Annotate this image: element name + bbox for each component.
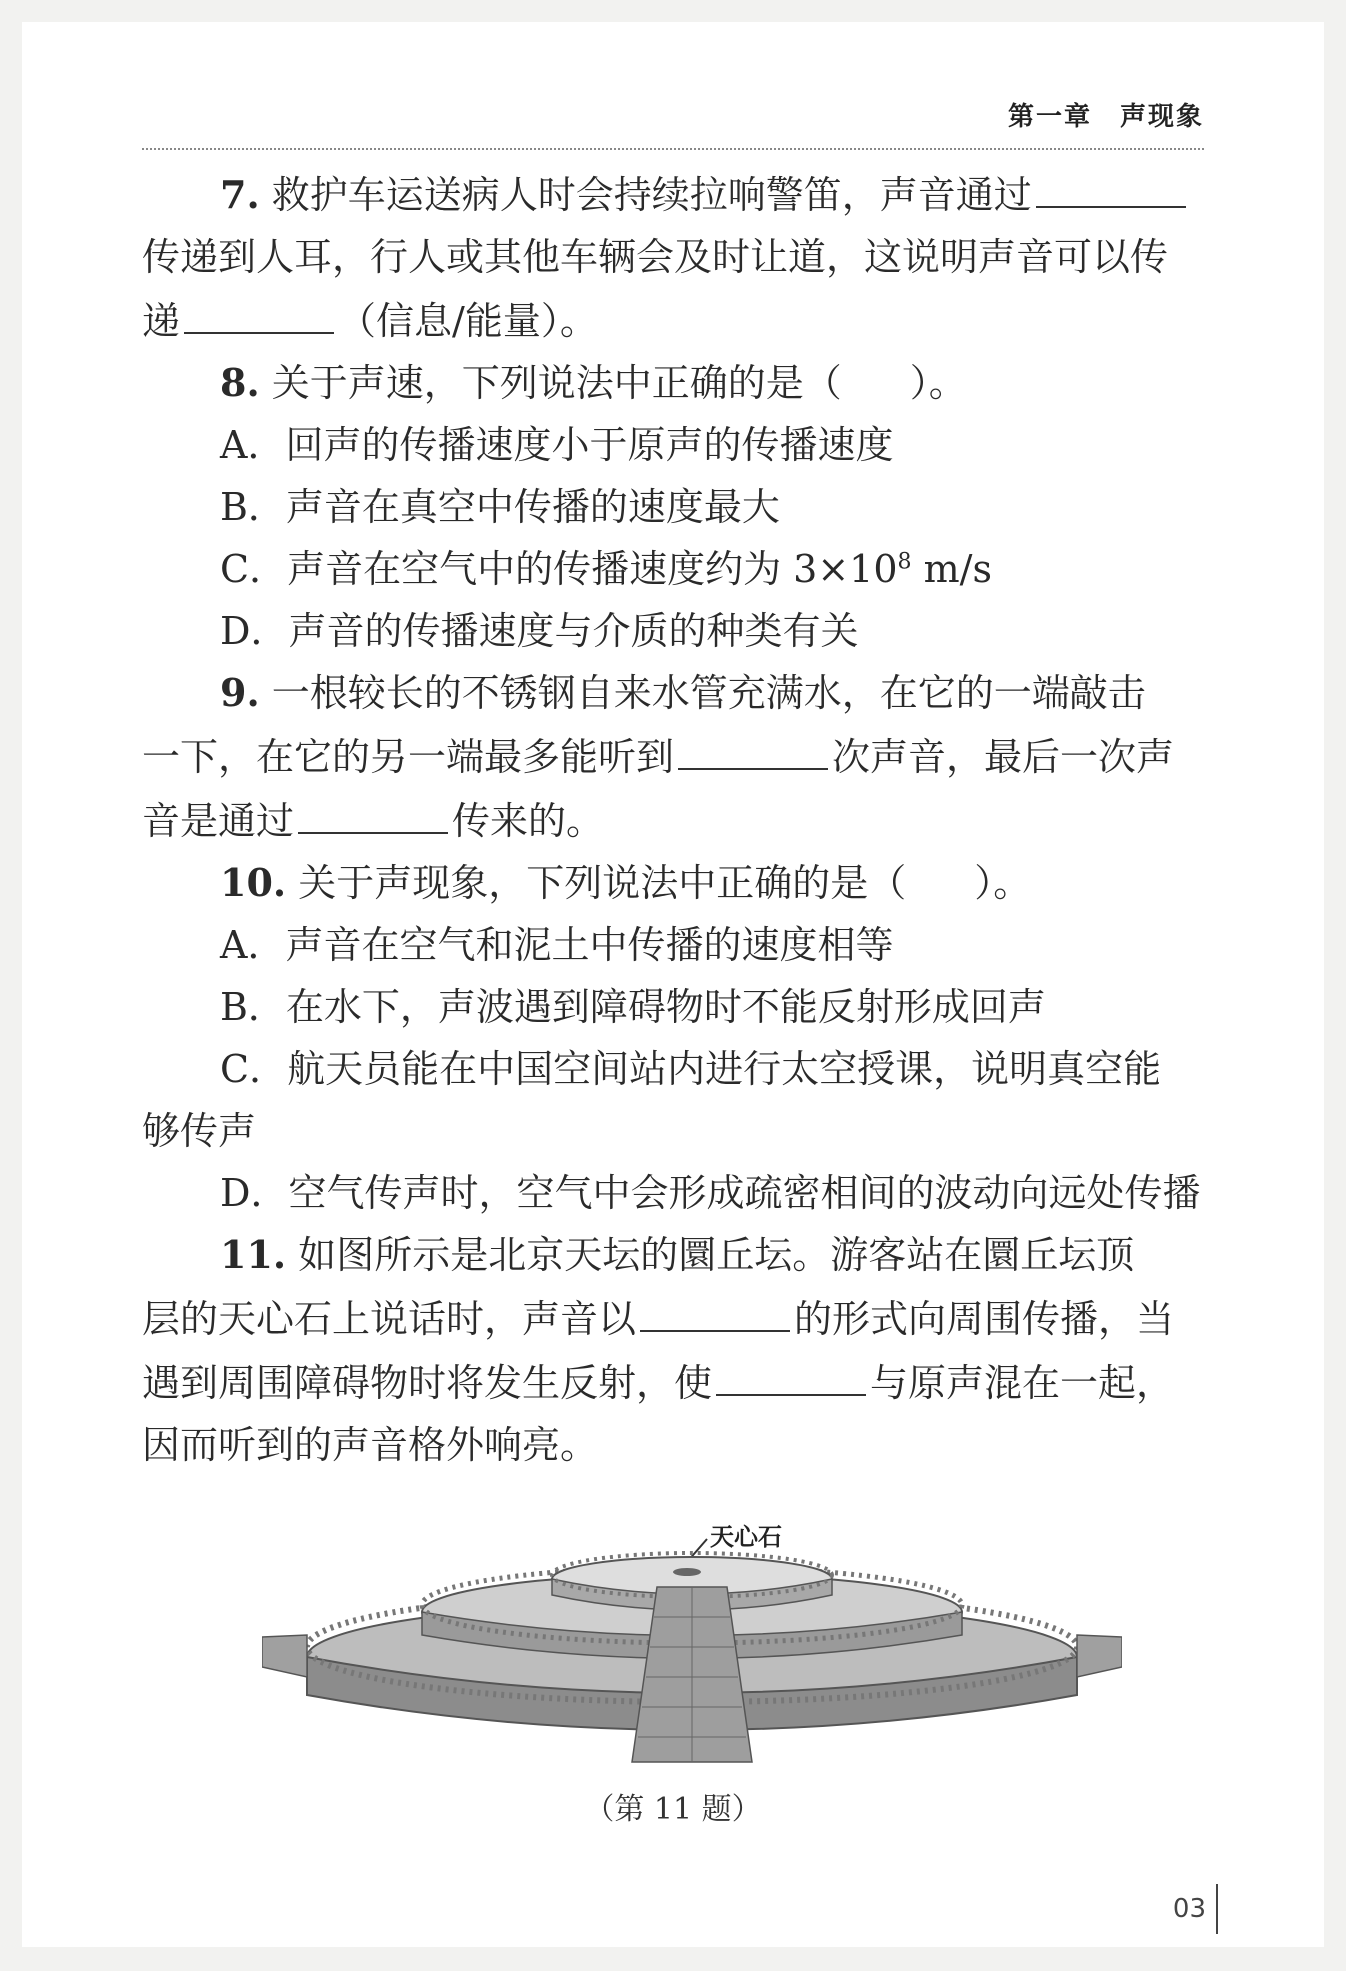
answer-blank[interactable] xyxy=(298,788,448,834)
question-text: 递 xyxy=(142,299,181,343)
answer-blank[interactable] xyxy=(716,1350,866,1396)
question-text: 如图所示是北京天坛的圜丘坛。游客站在圜丘坛顶 xyxy=(298,1233,1135,1277)
textbook-page xyxy=(22,22,1324,1947)
option-d xyxy=(142,1162,1204,1224)
option-text: C．航天员能在中国空间站内进行太空授课，说明真空能 xyxy=(220,1047,1162,1091)
question-11-line-2 xyxy=(142,1286,1204,1350)
option-text: A．回声的传播速度小于原声的传播速度 xyxy=(220,423,894,467)
question-7-line-2 xyxy=(142,226,1204,288)
option-text: D．声音的传播速度与介质的种类有关 xyxy=(220,609,859,653)
question-9 xyxy=(142,662,1204,724)
answer-blank[interactable] xyxy=(640,1286,790,1332)
question-number: 7. xyxy=(220,172,260,217)
option-d xyxy=(142,600,1204,662)
figure-label: 天心石 xyxy=(710,1523,782,1551)
page-number-divider xyxy=(1216,1884,1218,1934)
circular-mound-altar-illustration xyxy=(262,1517,1122,1767)
answer-blank[interactable] xyxy=(678,724,828,770)
page-number: 03 xyxy=(1172,1894,1206,1924)
question-text: 一根较长的不锈钢自来水管充满水，在它的一端敲击 xyxy=(271,671,1146,715)
question-text: 救护车运送病人时会持续拉响警笛，声音通过 xyxy=(271,173,1032,217)
figure-caption: （第 11 题） xyxy=(584,1792,762,1827)
altar-figure xyxy=(262,1517,1122,1767)
question-text: 一下，在它的另一端最多能听到 xyxy=(142,735,675,779)
question-text: ）。 xyxy=(909,361,967,405)
option-a xyxy=(142,414,1204,476)
option-a xyxy=(142,914,1204,976)
question-content xyxy=(142,162,1204,1476)
option-c xyxy=(142,1038,1204,1100)
option-text: B．声音在真空中传播的速度最大 xyxy=(220,485,780,529)
question-text: 音是通过 xyxy=(142,799,295,843)
question-text: 关于声现象，下列说法中正确的是（ xyxy=(298,861,907,905)
question-10 xyxy=(142,852,1204,914)
question-text: 与原声混在一起， xyxy=(870,1361,1175,1405)
option-b xyxy=(142,976,1204,1038)
unit: m/s xyxy=(911,547,992,591)
question-9-line-3 xyxy=(142,788,1204,852)
option-text: C．声音在空气中的传播速度约为 3×10 xyxy=(220,547,898,591)
question-text: 因而听到的声音格外响亮。 xyxy=(142,1423,599,1467)
option-c xyxy=(142,538,1204,600)
question-text: 次声音，最后一次声 xyxy=(832,735,1175,779)
question-number: 10. xyxy=(220,860,287,905)
question-text: 关于声速，下列说法中正确的是（ xyxy=(271,361,842,405)
question-text: 传递到人耳，行人或其他车辆会及时让道，这说明声音可以传 xyxy=(142,235,1169,279)
question-text: 传来的。 xyxy=(452,799,605,843)
question-text: 的形式向周围传播，当 xyxy=(794,1297,1175,1341)
question-8 xyxy=(142,352,1204,414)
question-7-line-3 xyxy=(142,288,1204,352)
option-text: B．在水下，声波遇到障碍物时不能反射形成回声 xyxy=(220,985,1046,1029)
option-b xyxy=(142,476,1204,538)
option-text: 够传声 xyxy=(142,1109,257,1153)
question-11 xyxy=(142,1224,1204,1286)
question-text: 层的天心石上说话时，声音以 xyxy=(142,1297,637,1341)
answer-blank[interactable] xyxy=(184,288,334,334)
answer-blank[interactable] xyxy=(1036,162,1186,208)
question-7 xyxy=(142,162,1204,226)
chapter-title: 第一章 声现象 xyxy=(1007,102,1204,132)
question-number: 11. xyxy=(220,1232,287,1277)
question-9-line-2 xyxy=(142,724,1204,788)
question-11-line-4 xyxy=(142,1414,1204,1476)
option-c-continued xyxy=(142,1100,1204,1162)
question-text: ）。 xyxy=(974,861,1032,905)
question-number: 9. xyxy=(220,670,260,715)
question-11-line-3 xyxy=(142,1350,1204,1414)
question-text: （信息/能量）。 xyxy=(338,299,598,343)
page-header xyxy=(142,88,1204,150)
option-text: D．空气传声时，空气中会形成疏密相间的波动向远处传播 xyxy=(220,1171,1201,1215)
question-text: 遇到周围障碍物时将发生反射，使 xyxy=(142,1361,713,1405)
exponent: 8 xyxy=(897,549,912,575)
option-text: A．声音在空气和泥土中传播的速度相等 xyxy=(220,923,894,967)
question-number: 8. xyxy=(220,360,260,405)
